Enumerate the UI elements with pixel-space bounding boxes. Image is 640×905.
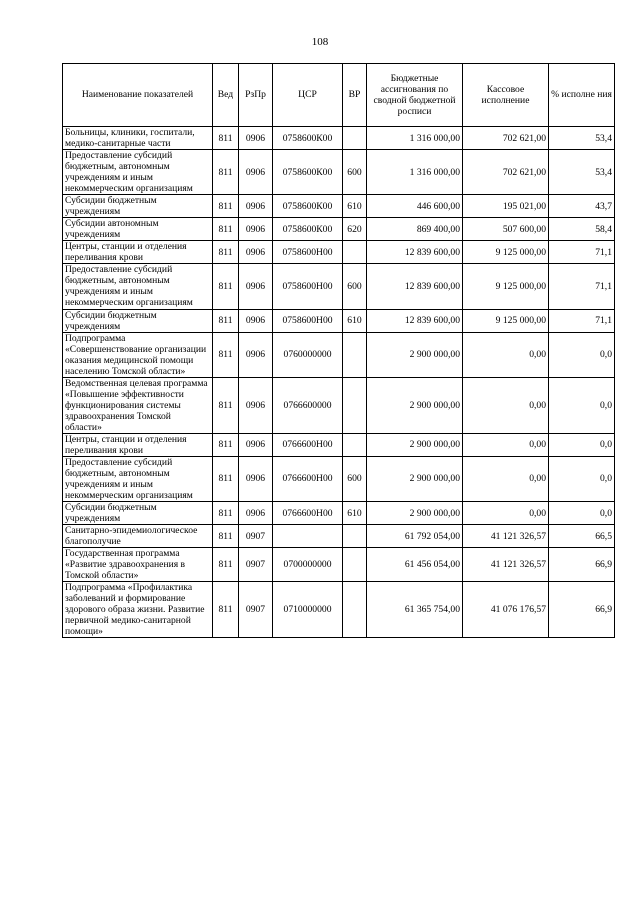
cell-cash: 9 125 000,00 xyxy=(463,264,549,309)
cell-plan: 2 900 000,00 xyxy=(367,502,463,525)
cell-rzpr: 0906 xyxy=(239,264,273,309)
cell-rzpr: 0906 xyxy=(239,195,273,218)
cell-plan: 2 900 000,00 xyxy=(367,433,463,456)
cell-name: Субсидии автономным учреждениям xyxy=(63,218,213,241)
header-plan: Бюджетные ассигнования по сводной бюджетной росписи xyxy=(367,64,463,127)
cell-ved: 811 xyxy=(213,456,239,501)
cell-plan: 61 365 754,00 xyxy=(367,582,463,638)
cell-vr xyxy=(343,127,367,150)
cell-name: Субсидии бюджетным учреждениям xyxy=(63,502,213,525)
cell-cash: 195 021,00 xyxy=(463,195,549,218)
cell-name: Центры, станции и отделения переливания крови xyxy=(63,241,213,264)
cell-vr xyxy=(343,582,367,638)
table-row xyxy=(63,433,615,456)
cell-ved: 811 xyxy=(213,525,239,548)
table-row xyxy=(63,241,615,264)
cell-rzpr: 0907 xyxy=(239,525,273,548)
cell-csr: 0766600Н00 xyxy=(273,456,343,501)
table-body xyxy=(63,127,615,638)
cell-csr xyxy=(273,525,343,548)
cell-pct: 53,4 xyxy=(549,127,615,150)
cell-cash: 0,00 xyxy=(463,456,549,501)
table-row xyxy=(63,309,615,332)
header-csr: ЦСР xyxy=(273,64,343,127)
cell-name: Санитарно-эпидемиологическое благополучие xyxy=(63,525,213,548)
cell-ved: 811 xyxy=(213,195,239,218)
cell-vr: 610 xyxy=(343,502,367,525)
cell-ved: 811 xyxy=(213,502,239,525)
cell-pct: 0,0 xyxy=(549,502,615,525)
cell-name: Предоставление субсидий бюджетным, автономным учреждениям и иным некоммерческим организациям xyxy=(63,150,213,195)
table-row xyxy=(63,218,615,241)
cell-cash: 0,00 xyxy=(463,377,549,433)
cell-csr: 0766600Н00 xyxy=(273,502,343,525)
cell-rzpr: 0906 xyxy=(239,309,273,332)
cell-plan: 869 400,00 xyxy=(367,218,463,241)
cell-ved: 811 xyxy=(213,264,239,309)
cell-csr: 0758600К00 xyxy=(273,218,343,241)
table-row xyxy=(63,332,615,377)
cell-cash: 702 621,00 xyxy=(463,150,549,195)
cell-pct: 66,9 xyxy=(549,582,615,638)
cell-pct: 71,1 xyxy=(549,309,615,332)
cell-ved: 811 xyxy=(213,582,239,638)
cell-cash: 0,00 xyxy=(463,332,549,377)
cell-vr xyxy=(343,525,367,548)
cell-rzpr: 0906 xyxy=(239,502,273,525)
cell-vr xyxy=(343,433,367,456)
cell-name: Центры, станции и отделения переливания крови xyxy=(63,433,213,456)
table-row xyxy=(63,150,615,195)
cell-rzpr: 0906 xyxy=(239,150,273,195)
cell-name: Ведомственная целевая программа «Повышение эффективности функционирования системы здравоохранения Томской области» xyxy=(63,377,213,433)
cell-name: Предоставление субсидий бюджетным, автономным учреждениям и иным некоммерческим организациям xyxy=(63,264,213,309)
cell-pct: 71,1 xyxy=(549,241,615,264)
cell-ved: 811 xyxy=(213,127,239,150)
cell-cash: 0,00 xyxy=(463,433,549,456)
cell-vr: 600 xyxy=(343,150,367,195)
cell-plan: 1 316 000,00 xyxy=(367,150,463,195)
table-row xyxy=(63,377,615,433)
cell-name: Субсидии бюджетным учреждениям xyxy=(63,195,213,218)
cell-vr xyxy=(343,332,367,377)
table-row xyxy=(63,548,615,582)
header-rzpr: РзПр xyxy=(239,64,273,127)
cell-rzpr: 0906 xyxy=(239,456,273,501)
cell-plan: 1 316 000,00 xyxy=(367,127,463,150)
cell-vr: 600 xyxy=(343,456,367,501)
cell-vr xyxy=(343,377,367,433)
cell-rzpr: 0907 xyxy=(239,582,273,638)
cell-pct: 43,7 xyxy=(549,195,615,218)
cell-name: Государственная программа «Развитие здравоохранения в Томской области» xyxy=(63,548,213,582)
cell-rzpr: 0906 xyxy=(239,332,273,377)
cell-vr xyxy=(343,241,367,264)
table-row xyxy=(63,502,615,525)
cell-cash: 41 121 326,57 xyxy=(463,548,549,582)
cell-plan: 2 900 000,00 xyxy=(367,332,463,377)
cell-csr: 0758600Н00 xyxy=(273,309,343,332)
cell-cash: 41 121 326,57 xyxy=(463,525,549,548)
cell-csr: 0700000000 xyxy=(273,548,343,582)
cell-cash: 9 125 000,00 xyxy=(463,309,549,332)
cell-ved: 811 xyxy=(213,548,239,582)
cell-csr: 0758600К00 xyxy=(273,127,343,150)
cell-plan: 2 900 000,00 xyxy=(367,456,463,501)
cell-rzpr: 0906 xyxy=(239,433,273,456)
header-cash: Кассовое исполнение xyxy=(463,64,549,127)
header-pct: % исполне ния xyxy=(549,64,615,127)
cell-cash: 702 621,00 xyxy=(463,127,549,150)
cell-ved: 811 xyxy=(213,241,239,264)
cell-ved: 811 xyxy=(213,218,239,241)
cell-name: Субсидии бюджетным учреждениям xyxy=(63,309,213,332)
cell-plan: 12 839 600,00 xyxy=(367,241,463,264)
cell-cash: 9 125 000,00 xyxy=(463,241,549,264)
cell-csr: 0760000000 xyxy=(273,332,343,377)
cell-plan: 61 792 054,00 xyxy=(367,525,463,548)
table-row xyxy=(63,456,615,501)
cell-pct: 53,4 xyxy=(549,150,615,195)
cell-rzpr: 0907 xyxy=(239,548,273,582)
cell-ved: 811 xyxy=(213,433,239,456)
cell-csr: 0758600Н00 xyxy=(273,264,343,309)
cell-plan: 446 600,00 xyxy=(367,195,463,218)
table-row xyxy=(63,195,615,218)
cell-pct: 71,1 xyxy=(549,264,615,309)
cell-name: Предоставление субсидий бюджетным, автономным учреждениям и иным некоммерческим организациям xyxy=(63,456,213,501)
cell-plan: 2 900 000,00 xyxy=(367,377,463,433)
table-row xyxy=(63,127,615,150)
cell-ved: 811 xyxy=(213,332,239,377)
cell-name: Подпрограмма «Профилактика заболеваний и формирование здорового образа жизни. Развитие первичной медико-санитарной помощи» xyxy=(63,582,213,638)
table-row xyxy=(63,525,615,548)
cell-plan: 12 839 600,00 xyxy=(367,264,463,309)
cell-pct: 0,0 xyxy=(549,377,615,433)
cell-name: Подпрограмма «Совершенствование организации оказания медицинской помощи населению Томской области» xyxy=(63,332,213,377)
cell-vr xyxy=(343,548,367,582)
cell-plan: 61 456 054,00 xyxy=(367,548,463,582)
cell-pct: 0,0 xyxy=(549,433,615,456)
cell-rzpr: 0906 xyxy=(239,127,273,150)
cell-plan: 12 839 600,00 xyxy=(367,309,463,332)
cell-vr: 620 xyxy=(343,218,367,241)
cell-cash: 507 600,00 xyxy=(463,218,549,241)
cell-vr: 600 xyxy=(343,264,367,309)
cell-csr: 0766600000 xyxy=(273,377,343,433)
table-row xyxy=(63,264,615,309)
cell-csr: 0766600Н00 xyxy=(273,433,343,456)
cell-csr: 0758600Н00 xyxy=(273,241,343,264)
header-name: Наименование показателей xyxy=(63,64,213,127)
cell-ved: 811 xyxy=(213,377,239,433)
cell-rzpr: 0906 xyxy=(239,241,273,264)
cell-pct: 66,5 xyxy=(549,525,615,548)
budget-execution-table xyxy=(62,63,615,638)
cell-pct: 0,0 xyxy=(549,456,615,501)
cell-pct: 0,0 xyxy=(549,332,615,377)
cell-rzpr: 0906 xyxy=(239,218,273,241)
cell-vr: 610 xyxy=(343,309,367,332)
cell-ved: 811 xyxy=(213,150,239,195)
header-ved: Вед xyxy=(213,64,239,127)
cell-name: Больницы, клиники, госпитали, медико-санитарные части xyxy=(63,127,213,150)
cell-csr: 0758600К00 xyxy=(273,195,343,218)
cell-pct: 58,4 xyxy=(549,218,615,241)
cell-cash: 0,00 xyxy=(463,502,549,525)
table-row xyxy=(63,582,615,638)
header-vr: ВР xyxy=(343,64,367,127)
cell-vr: 610 xyxy=(343,195,367,218)
cell-csr: 0710000000 xyxy=(273,582,343,638)
page-number: 108 xyxy=(311,36,329,48)
cell-pct: 66,9 xyxy=(549,548,615,582)
cell-csr: 0758600К00 xyxy=(273,150,343,195)
cell-cash: 41 076 176,57 xyxy=(463,582,549,638)
table-header-row xyxy=(63,64,615,127)
cell-rzpr: 0906 xyxy=(239,377,273,433)
cell-ved: 811 xyxy=(213,309,239,332)
